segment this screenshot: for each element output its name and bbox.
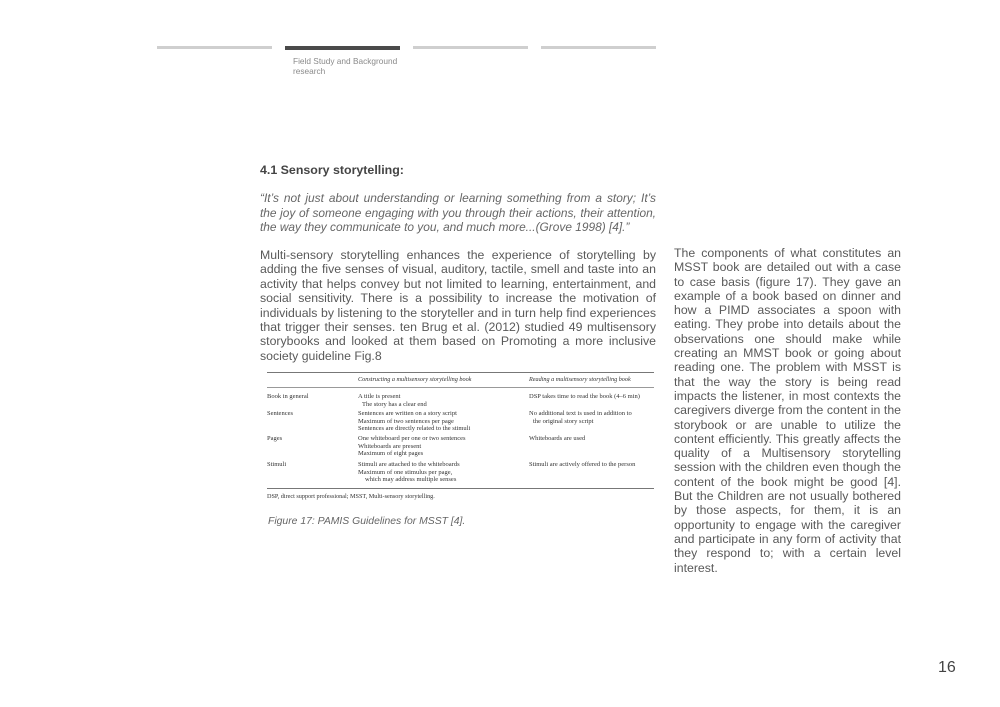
- table-row-read: [529, 461, 654, 469]
- intro-quote: “It’s not just about understanding or learning something from a story; It’s the joy of someone engaging with you through their actions, their attention, the way they communicate to you, and much more...(Grove 1998) [4].”: [260, 191, 656, 235]
- table-row-construct: [358, 461, 528, 484]
- table-cell-line: A title is present: [358, 393, 401, 400]
- table-cell-line: No additional text is used in addition to: [529, 410, 632, 417]
- table-cell-line: Maximum of two sentences per page: [358, 417, 454, 425]
- pamis-guidelines-table: [267, 372, 654, 501]
- table-cell-line: Sentences are written on a story script: [358, 410, 457, 417]
- progress-segment-2-active: [285, 46, 400, 50]
- table-row-category: Stimuli: [267, 461, 287, 468]
- table-cell-line: the original story script: [533, 417, 594, 425]
- table-header-read: Reading a multisensory storytelling book: [529, 376, 631, 383]
- table-cell-line: Maximum of one stimulus per page,: [358, 468, 453, 476]
- table-cell-line: which may address multiple senses: [365, 476, 457, 484]
- table-cell-line: One whiteboard per one or two sentences: [358, 435, 466, 442]
- table-cell-line: Sentences are directly related to the stimuli: [358, 425, 471, 433]
- progress-segment-3: [413, 46, 528, 49]
- table-footnote: DSP, direct support professional; MSST, Multi-sensory storytelling.: [267, 493, 435, 500]
- table-row-construct: [358, 393, 528, 408]
- table-row-read: [529, 410, 654, 425]
- table-body: [267, 388, 654, 488]
- table-row-category: Pages: [267, 435, 283, 442]
- table-row-category: Book in general: [267, 393, 309, 400]
- table-cell-line: Whiteboards are present: [358, 442, 422, 450]
- figure-caption: Figure 17: PAMIS Guidelines for MSST [4].: [268, 516, 466, 527]
- table-header-construct: Constructing a multisensory storytelling book: [358, 376, 472, 383]
- table-row-category: Sentences: [267, 410, 293, 417]
- page-number: 16: [938, 659, 956, 676]
- table-cell-line: Stimuli are attached to the whiteboards: [358, 461, 460, 468]
- body-paragraph-left: Multi-sensory storytelling enhances the experience of storytelling by adding the five senses of visual, auditory, tactile, smell and taste into an activity that helps convey but not limited to learning, entertainment, and social sensitivity. There is a possibility to increase the motivation of individuals by listening to the storyteller and in turn help find experiences that trigger their senses. ten Brug et al. (2012) studied 49 multisensory storybooks and looked at them based on Promoting a more inclusive society guideline Fig.8: [260, 248, 656, 363]
- progress-segment-1: [157, 46, 272, 49]
- section-heading: 4.1 Sensory storytelling:: [260, 163, 404, 177]
- section-progress-bar: [157, 46, 657, 50]
- body-paragraph-right: The components of what constitutes an MSST book are detailed out with a case to case basis (figure 17). They gave an example of a book based on dinner and how a PIMD associates a spoon with eating. They probe into details about the observations one should make while creating an MMST book or going about reading one. The problem with MSST is that the way the story is being read impacts the listener, in most contexts the caregivers diverge from the content in the storybook or are unable to utilize the content efficiently. This greatly affects the quality of a Multisensory storytelling session with the children even though the content of the book might be good [4]. But the Children are not usually bothered by those aspects, for them, it is an opportunity to engage with the caregiver and participate in any form of activity that they respond to; with a certain level interest.: [674, 246, 901, 575]
- table-row-construct: [358, 435, 528, 458]
- table-cell-line: DSP takes time to read the book (4–6 min): [529, 393, 640, 400]
- progress-segment-4: [541, 46, 656, 49]
- table-cell-line: The story has a clear end: [362, 400, 427, 408]
- table-row-read: [529, 435, 654, 443]
- table-header: [267, 373, 654, 387]
- table-row-read: [529, 393, 654, 401]
- table-cell-line: Stimuli are actively offered to the person: [529, 461, 636, 468]
- table-cell-line: Whiteboards are used: [529, 435, 586, 442]
- section-label: Field Study and Background research: [293, 56, 398, 76]
- table-cell-line: Maximum of eight pages: [358, 450, 424, 458]
- table-row-construct: [358, 410, 528, 433]
